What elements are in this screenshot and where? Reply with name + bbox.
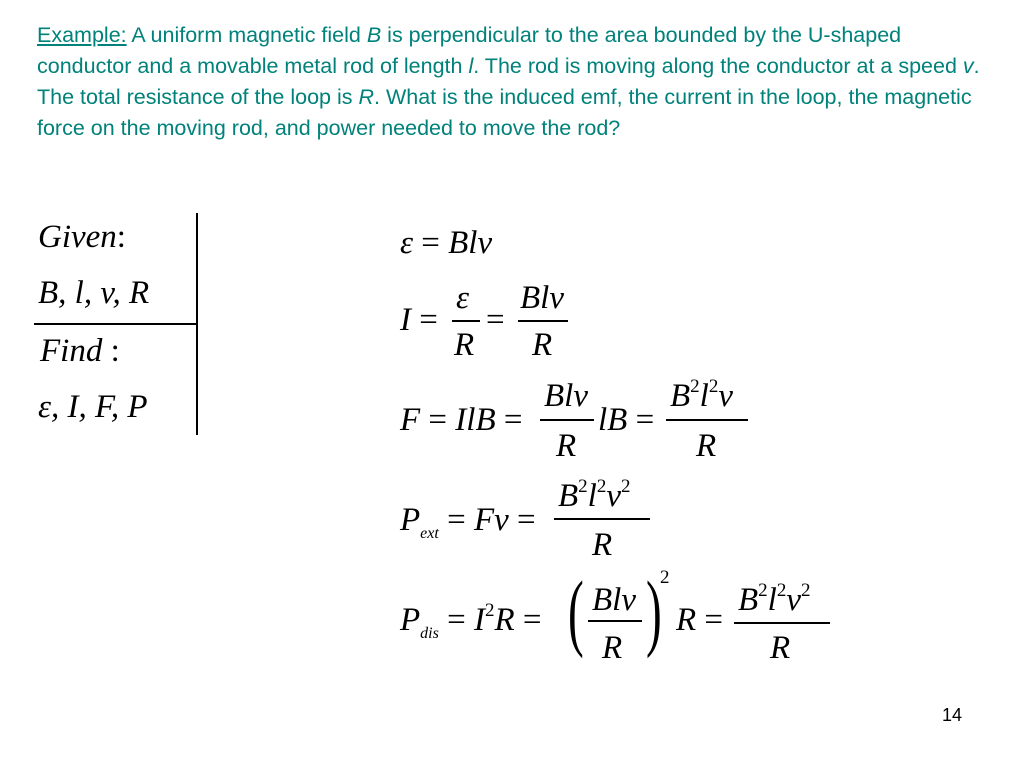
current-eq2: = [486, 302, 505, 338]
var-v: v [962, 54, 974, 78]
force-den2: R [696, 428, 717, 464]
pdis-num2: $B^2l^2v^2$ [738, 580, 811, 618]
current-num1: ε [456, 280, 470, 316]
force-num2: $B^2l^2v$ [670, 376, 733, 414]
force-lhs: F = IlB = [400, 402, 523, 438]
current-num2: Blv [520, 280, 564, 316]
pdis-fracbar-2 [734, 622, 830, 624]
current-den1: R [454, 327, 475, 363]
right-paren: ) [646, 563, 662, 659]
pdis-den2: R [770, 630, 791, 666]
pext-num: $B^2l^2v^2$ [558, 476, 631, 514]
emf-line: ε = Blv [400, 225, 493, 261]
find-heading: Find : [40, 333, 120, 369]
pdis-outer-exp: 2 [660, 567, 670, 588]
pdis-num: Blv [592, 582, 636, 618]
problem-text-3: . The rod is moving along the conductor at a speed [473, 54, 963, 78]
var-l: l [468, 54, 474, 78]
problem-statement [37, 20, 987, 144]
current-fracbar-1 [452, 320, 480, 322]
current-den2: R [532, 327, 553, 363]
pext-lhs: $P_{ext} = Fv$ = [400, 502, 536, 542]
pext-den: R [592, 527, 613, 563]
current-fracbar-2 [518, 320, 568, 322]
current-lhs: I = [400, 302, 438, 338]
pext-fracbar [554, 518, 650, 520]
var-B: B [366, 23, 382, 47]
pdis-after: R = [676, 602, 724, 638]
left-paren: ( [568, 563, 584, 659]
force-den1: R [556, 428, 577, 464]
var-R: R [358, 85, 375, 109]
given-heading: Given: [38, 219, 126, 255]
problem-text-1: A uniform magnetic field [126, 23, 367, 47]
problem-text-4: . The total resistance of the loop is [37, 54, 980, 109]
problem-text-2: is perpendicular to the area bounded by the U-shaped conductor and a movable metal rod of length [37, 23, 902, 78]
force-fracbar-1 [540, 419, 594, 421]
pdis-fracbar-1 [588, 620, 642, 622]
table-divider [34, 323, 196, 325]
example-label: Example: [37, 23, 127, 47]
given-values: B, l, v, R [38, 275, 150, 311]
force-fracbar-2 [666, 419, 748, 421]
page-number: 14 [941, 705, 962, 725]
force-num1: Blv [544, 378, 588, 414]
table-vertical-rule [196, 213, 198, 435]
pdis-lhs: $P_{dis} = I^2R$ = [400, 600, 542, 642]
find-values: ε, I, F, P [38, 389, 148, 425]
force-after: lB = [598, 402, 655, 438]
pdis-den: R [602, 630, 623, 666]
problem-text-5: . What is the induced emf, the current in the loop, the magnetic force on the moving rod, and power needed to move the rod? [37, 85, 972, 140]
